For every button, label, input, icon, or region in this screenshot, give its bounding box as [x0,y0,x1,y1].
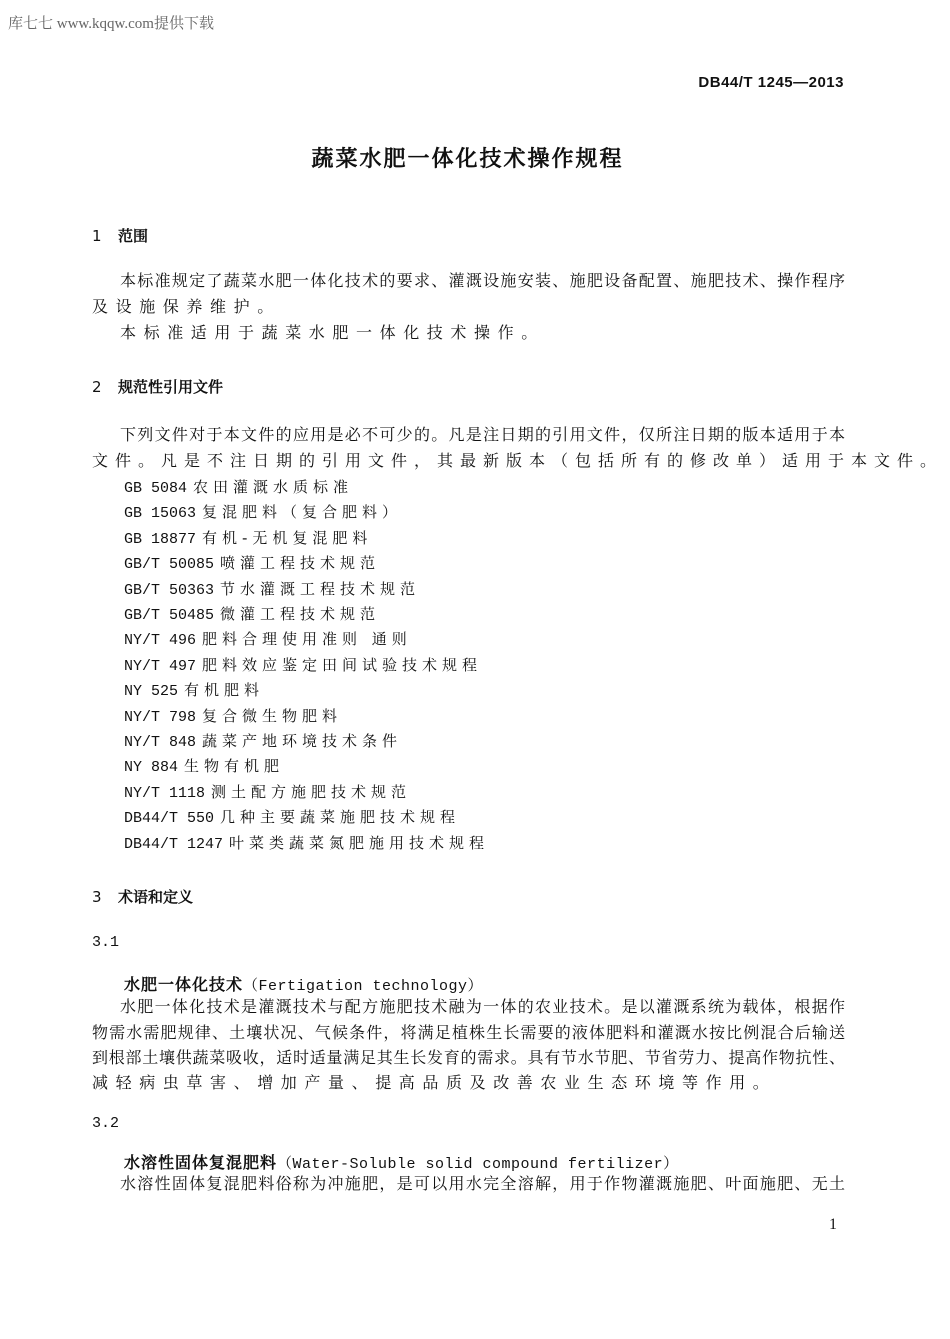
paragraph-line: 及设施保养维护。 [92,297,281,316]
watermark: 库七七 www.kqqw.com提供下载 [8,16,214,32]
reference-title: 农田灌溉水质标准 [193,478,354,496]
clause-number: 3.1 [92,934,120,951]
reference-title: 肥料效应鉴定田间试验技术规程 [202,655,483,674]
reference-code: GB 15063 [124,505,197,523]
reference-code: DB44/T 1247 [124,835,224,853]
reference-title: 生物有机肥 [184,757,285,776]
reference-code: NY/T 496 [124,632,197,650]
reference-title: 微灌工程技术规范 [220,605,381,623]
reference-code: NY/T 1118 [124,784,206,802]
reference-item [124,782,411,802]
reference-item [124,706,342,726]
paragraph-line: 水肥一体化技术是灌溉技术与配方施肥技术融为一体的农业技术。是以灌溉系统为载体，根据作 [120,997,845,1016]
standard-code: DB44/T 1245—2013 [698,74,844,91]
reference-title: 复合微生物肥料 [202,706,343,725]
reference-code: GB/T 50485 [124,607,215,624]
paragraph-line: 本标准规定了蔬菜水肥一体化技术的要求、灌溉设施安装、施肥设备配置、施肥技术、操作程序 [120,271,845,290]
reference-title: 有机-无机复混肥料 [202,528,373,547]
reference-item [124,629,412,649]
reference-title: 复混肥料（复合肥料） [202,503,403,522]
reference-item [124,833,489,853]
reference-item [124,655,482,675]
reference-item [124,604,380,624]
section-3-heading: 3 术语和定义 [92,888,194,906]
reference-item [124,477,353,497]
reference-title: 几种主要蔬菜施肥技术规程 [220,808,461,827]
page-number: 1 [829,1216,837,1233]
reference-title: 有机肥料 [184,681,265,700]
reference-item [124,502,402,522]
reference-title: 测土配方施肥技术规范 [211,782,412,801]
paragraph-line: 物需水需肥规律、土壤状况、气候条件，将满足植株生长需要的液体肥料和灌溉水按比例混合后输送 [92,1023,845,1042]
paragraph-line: 下列文件对于本文件的应用是必不可少的。凡是注日期的引用文件，仅所注日期的版本适用于本 [120,425,845,444]
reference-code: NY 525 [124,683,179,701]
reference-item [124,680,264,700]
reference-item [124,807,460,827]
paragraph-line: 文件。凡是不注日期的引用文件，其最新版本（包括所有的修改单）适用于本文件。 [92,451,944,470]
reference-title: 节水灌溉工程技术规范 [220,579,421,598]
reference-title: 肥料合理使用准则 通则 [202,630,412,649]
clause-number: 3.2 [92,1115,120,1132]
reference-item [124,756,284,776]
section-2-heading: 2 规范性引用文件 [92,378,224,396]
reference-code: NY 884 [124,759,179,777]
reference-code: GB/T 50085 [124,556,215,574]
reference-code: GB 5084 [124,480,188,497]
reference-item [124,579,420,599]
reference-code: GB 18877 [124,530,197,548]
reference-title: 蔬菜产地环境技术条件 [202,732,403,750]
reference-code: NY/T 497 [124,657,197,675]
term-heading: 水溶性固体复混肥料（Water-Soluble solid compound fertilizer） [124,1153,679,1173]
paragraph-line: 水溶性固体复混肥料俗称为冲施肥，是可以用水完全溶解，用于作物灌溉施肥、叶面施肥、无土 [120,1174,845,1193]
reference-code: GB/T 50363 [124,581,215,599]
paragraph-line: 本标准适用于蔬菜水肥一体化技术操作。 [120,323,545,342]
section-1-heading: 1 范围 [92,227,149,245]
reference-title: 叶菜类蔬菜氮肥施用技术规程 [229,833,490,852]
reference-code: NY/T 798 [124,708,197,726]
reference-item [124,528,372,548]
reference-code: NY/T 848 [124,734,197,751]
reference-code: DB44/T 550 [124,810,215,828]
reference-item [124,553,380,573]
paragraph-line: 到根部土壤供蔬菜吸收，适时适量满足其生长发育的需求。具有节水节肥、节省劳力、提高作物抗性、 [92,1048,845,1067]
reference-title: 喷灌工程技术规范 [220,554,381,573]
reference-item [124,731,402,751]
page-title: 蔬菜水肥一体化技术操作规程 [311,147,624,172]
paragraph-line: 减轻病虫草害、增加产量、提高品质及改善农业生态环境等作用。 [92,1073,777,1092]
term-heading: 水肥一体化技术（Fertigation technology） [124,975,484,995]
